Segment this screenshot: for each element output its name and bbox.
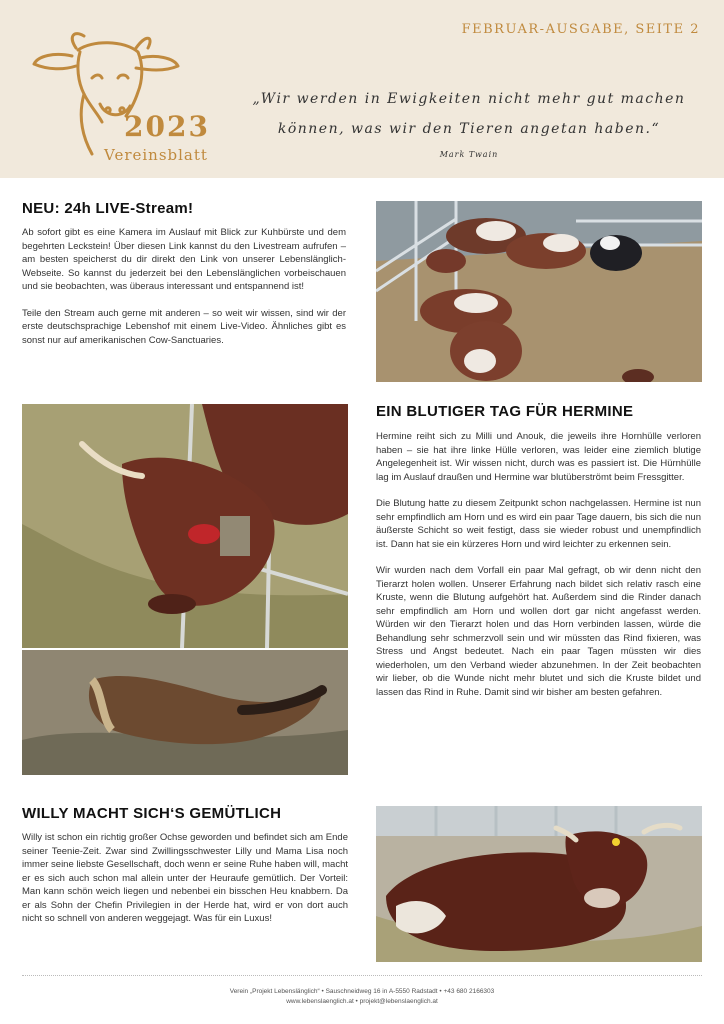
photo-willy-lying [376, 806, 702, 962]
article-title: WILLY MACHT SICH‘S GEMÜTLICH [22, 805, 282, 822]
photo-horn-sheath [22, 650, 348, 775]
photo-hermine-bleeding [22, 404, 348, 648]
quote-line-1: „Wir werden in Ewigkeiten nicht mehr gut machen [252, 91, 686, 107]
logo-title: Vereinsblatt [104, 146, 208, 164]
article-paragraph: Hermine reiht sich zu Milli und Anouk, die jeweils ihre Hornhülle verloren haben – sie hat ihre linke Hülle verloren, was leider eine ziemlich blutige Angelegenheit ist. Wir wissen nicht, durch was es passiert ist. Die Hürnhülle lag im Auslauf draußen und Hermine war blutüberströmt beim Fressgitter. [376, 431, 701, 483]
issue-label: FEBRUAR-AUSGABE, SEITE 2 [461, 22, 700, 37]
article-hermine [376, 403, 701, 699]
article-willy [22, 805, 348, 926]
photo-cows-paddock [376, 201, 702, 382]
article-livestream [22, 200, 346, 347]
cow-logo-icon [28, 26, 228, 166]
article-title: NEU: 24h LIVE-Stream! [22, 200, 194, 217]
footer-address: Verein „Projekt Lebenslänglich“ • Sauschneidweg 16 in A-5550 Radstadt • +43 680 2166303 [229, 988, 495, 995]
footer-divider [22, 975, 702, 976]
quote [238, 84, 700, 144]
article-title: EIN BLUTIGER TAG FÜR HERMINE [376, 403, 634, 420]
article-paragraph: Ab sofort gibt es eine Kamera im Auslauf mit Blick zur Kuhbürste und dem begehrten Leckstein! Über diesen Link kannst du den Livestream aufrufen – am besten speicherst du dir direkt den Link von unserer Lebenslänglich-Webseite. So kannst du jederzeit bei den Lebenslänglichen vorbeischauen und sie beobachten, was überaus interessant und entspannend ist! [22, 227, 346, 292]
article-paragraph: Teile den Stream auch gerne mit anderen – so weit wir wissen, sind wir der erste deutschsprachige Lebenshof mit einem Live-Video. Ähnliches gibt es sonst nur auf amerikanischen Cow-Sanctuaries. [22, 307, 346, 346]
footer [0, 987, 724, 1007]
header-banner [0, 0, 724, 178]
article-paragraph: Willy ist schon ein richtig großer Ochse geworden und befindet sich am Ende seiner Teenie-Zeit. Zwar sind Zwillingsschwester Lilly und Mama Lisa noch immer seine liebste Gesellschaft, doch wenn er seine Ruhe haben will, macht er es sich auch schon mal allein unter der Heuraufe gemütlich. Der Vorteil: Man kann schön weich liegen und nebenbei ein bisschen Heu knabbern. Da er als Sohn der Chefin Privilegien in der Herde hat, wird er von dort auch nicht so schnell von anderen weggejagt. Was für ein Luxus! [22, 832, 348, 924]
footer-contact: www.lebenslaenglich.at • projekt@lebenslaenglich.at [286, 998, 438, 1005]
logo-year: 2023 [124, 110, 210, 143]
quote-line-2: können, was wir den Tieren angetan haben.“ [277, 121, 661, 137]
article-paragraph: Wir wurden nach dem Vorfall ein paar Mal gefragt, ob wir denn nicht den Tierarzt holen wollen. Unserer Erfahrung nach bildet sich relativ rasch eine Kruste, wenn die Blutung aufgehört hat. Außerdem sind die Rinder danach sehr empfindlich am Horn und wollen dort gar nicht angefasst werden. Würden wir den Tierarzt holen und das Horn verbinden lassen, würde die Behandlung sehr schmerzvoll sein und wir müssten das Rind fixieren, was Stress und Angst bedeutet. Nach ein paar Tagen müssten wir dies wiederholen, um den Verband wieder abzunehmen. In der Zeit beobachten wir lieber, ob die Wunde nicht mehr blutet und sich die Kruste bildet und lassen das Rind in Ruhe. Damit sind wir bisher am besten gefahren. [376, 565, 701, 698]
article-paragraph: Die Blutung hatte zu diesem Zeitpunkt schon nachgelassen. Hermine ist nun sehr empfindlich am Horn und es wird ein paar Tage dauern, bis sich die nun äußerste Schicht so weit festigt, dass sie wieder robust und unempfindlich ist. Dann hat sie ein kürzeres Horn und wird leichter zu erkennen sein. [376, 498, 701, 550]
quote-author: Mark Twain [439, 150, 499, 159]
